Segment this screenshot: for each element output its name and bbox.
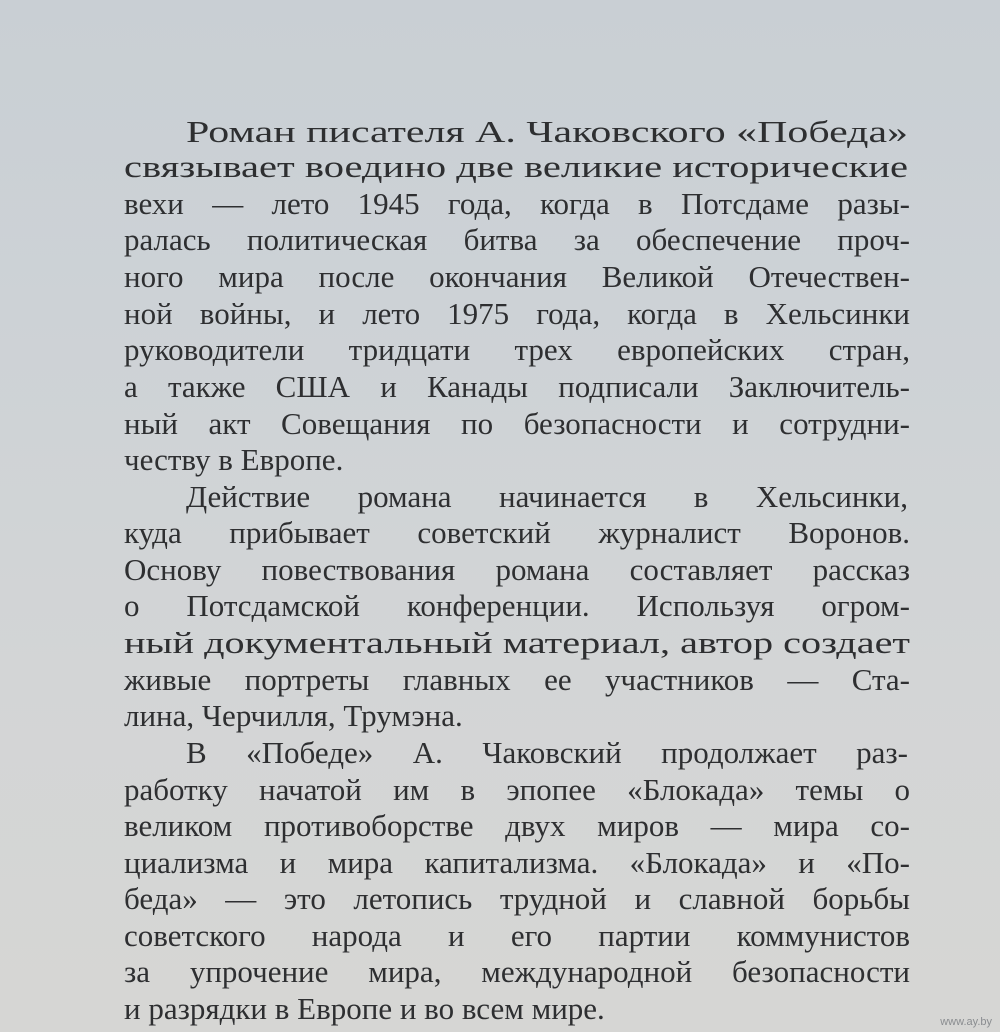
watermark: www.ay.by — [940, 1016, 992, 1028]
text-line — [0, 513, 1000, 553]
text-line — [0, 770, 1000, 810]
text-line-content: великом противоборстве двух миров — мира со- — [124, 808, 910, 843]
text-line — [0, 586, 1000, 626]
text-line — [0, 477, 1000, 517]
text-line — [0, 404, 1000, 444]
text-line-content: за упрочение мира, международной безопасности — [124, 954, 910, 989]
text-line-content: связывает воедино две великие исторические — [124, 149, 908, 184]
text-line — [0, 112, 1000, 152]
text-line-content: беда» — это летопись трудной и славной борьбы — [124, 881, 910, 916]
text-line-content: советского народа и его партии коммунистов — [124, 918, 910, 953]
text-line-content: вехи — лето 1945 года, когда в Потсдаме разы- — [124, 186, 910, 221]
text-line-content: а также США и Канады подписали Заключитель- — [124, 369, 910, 404]
text-line — [0, 220, 1000, 260]
text-line — [0, 257, 1000, 297]
text-line — [0, 330, 1000, 370]
text-line-content: ного мира после окончания Великой Отечествен- — [124, 259, 910, 294]
text-line-content: ралась политическая битва за обеспечение проч- — [124, 222, 910, 257]
text-line — [0, 294, 1000, 334]
text-line-content: о Потсдамской конференции. Используя огром- — [124, 588, 910, 623]
text-line — [0, 623, 1000, 663]
text-line — [0, 550, 1000, 590]
text-line last-line — [0, 989, 1000, 1029]
text-line — [0, 184, 1000, 224]
text-line-content: ный документальный материал, автор создает — [124, 625, 910, 660]
text-line-content: Роман писателя А. Чаковского «Победа» — [186, 114, 908, 149]
text-line last-line — [0, 696, 1000, 736]
text-line — [0, 806, 1000, 846]
text-line-content: живые портреты главных ее участников — Ста- — [124, 662, 910, 697]
text-line-content: куда прибывает советский журналист Воронов. — [124, 515, 910, 550]
text-line-content: руководители тридцати трех европейских стран, — [124, 332, 910, 367]
text-line-content: циализма и мира капитализма. «Блокада» и «По- — [124, 845, 910, 880]
text-line last-line — [0, 440, 1000, 480]
text-line-content: работку начатой им в эпопее «Блокада» темы о — [124, 772, 910, 807]
text-line-content: Действие романа начинается в Хельсинки, — [186, 479, 908, 514]
text-line-content: Основу повествования романа составляет рассказ — [124, 552, 910, 587]
text-line — [0, 733, 1000, 773]
text-line — [0, 147, 1000, 187]
text-line — [0, 952, 1000, 992]
text-line-content: ной войны, и лето 1975 года, когда в Хельсинки — [124, 296, 910, 331]
text-line-content: В «Победе» А. Чаковский продолжает раз- — [186, 735, 908, 770]
text-line-content: честву в Европе. — [124, 442, 344, 477]
text-line — [0, 916, 1000, 956]
text-line-content: лина, Черчилля, Трумэна. — [124, 698, 463, 733]
text-line — [0, 879, 1000, 919]
text-line-content: и разрядки в Европе и во всем мире. — [124, 991, 605, 1026]
text-line — [0, 843, 1000, 883]
text-line — [0, 660, 1000, 700]
text-line-content: ный акт Совещания по безопасности и сотрудни- — [124, 406, 910, 441]
text-line — [0, 367, 1000, 407]
